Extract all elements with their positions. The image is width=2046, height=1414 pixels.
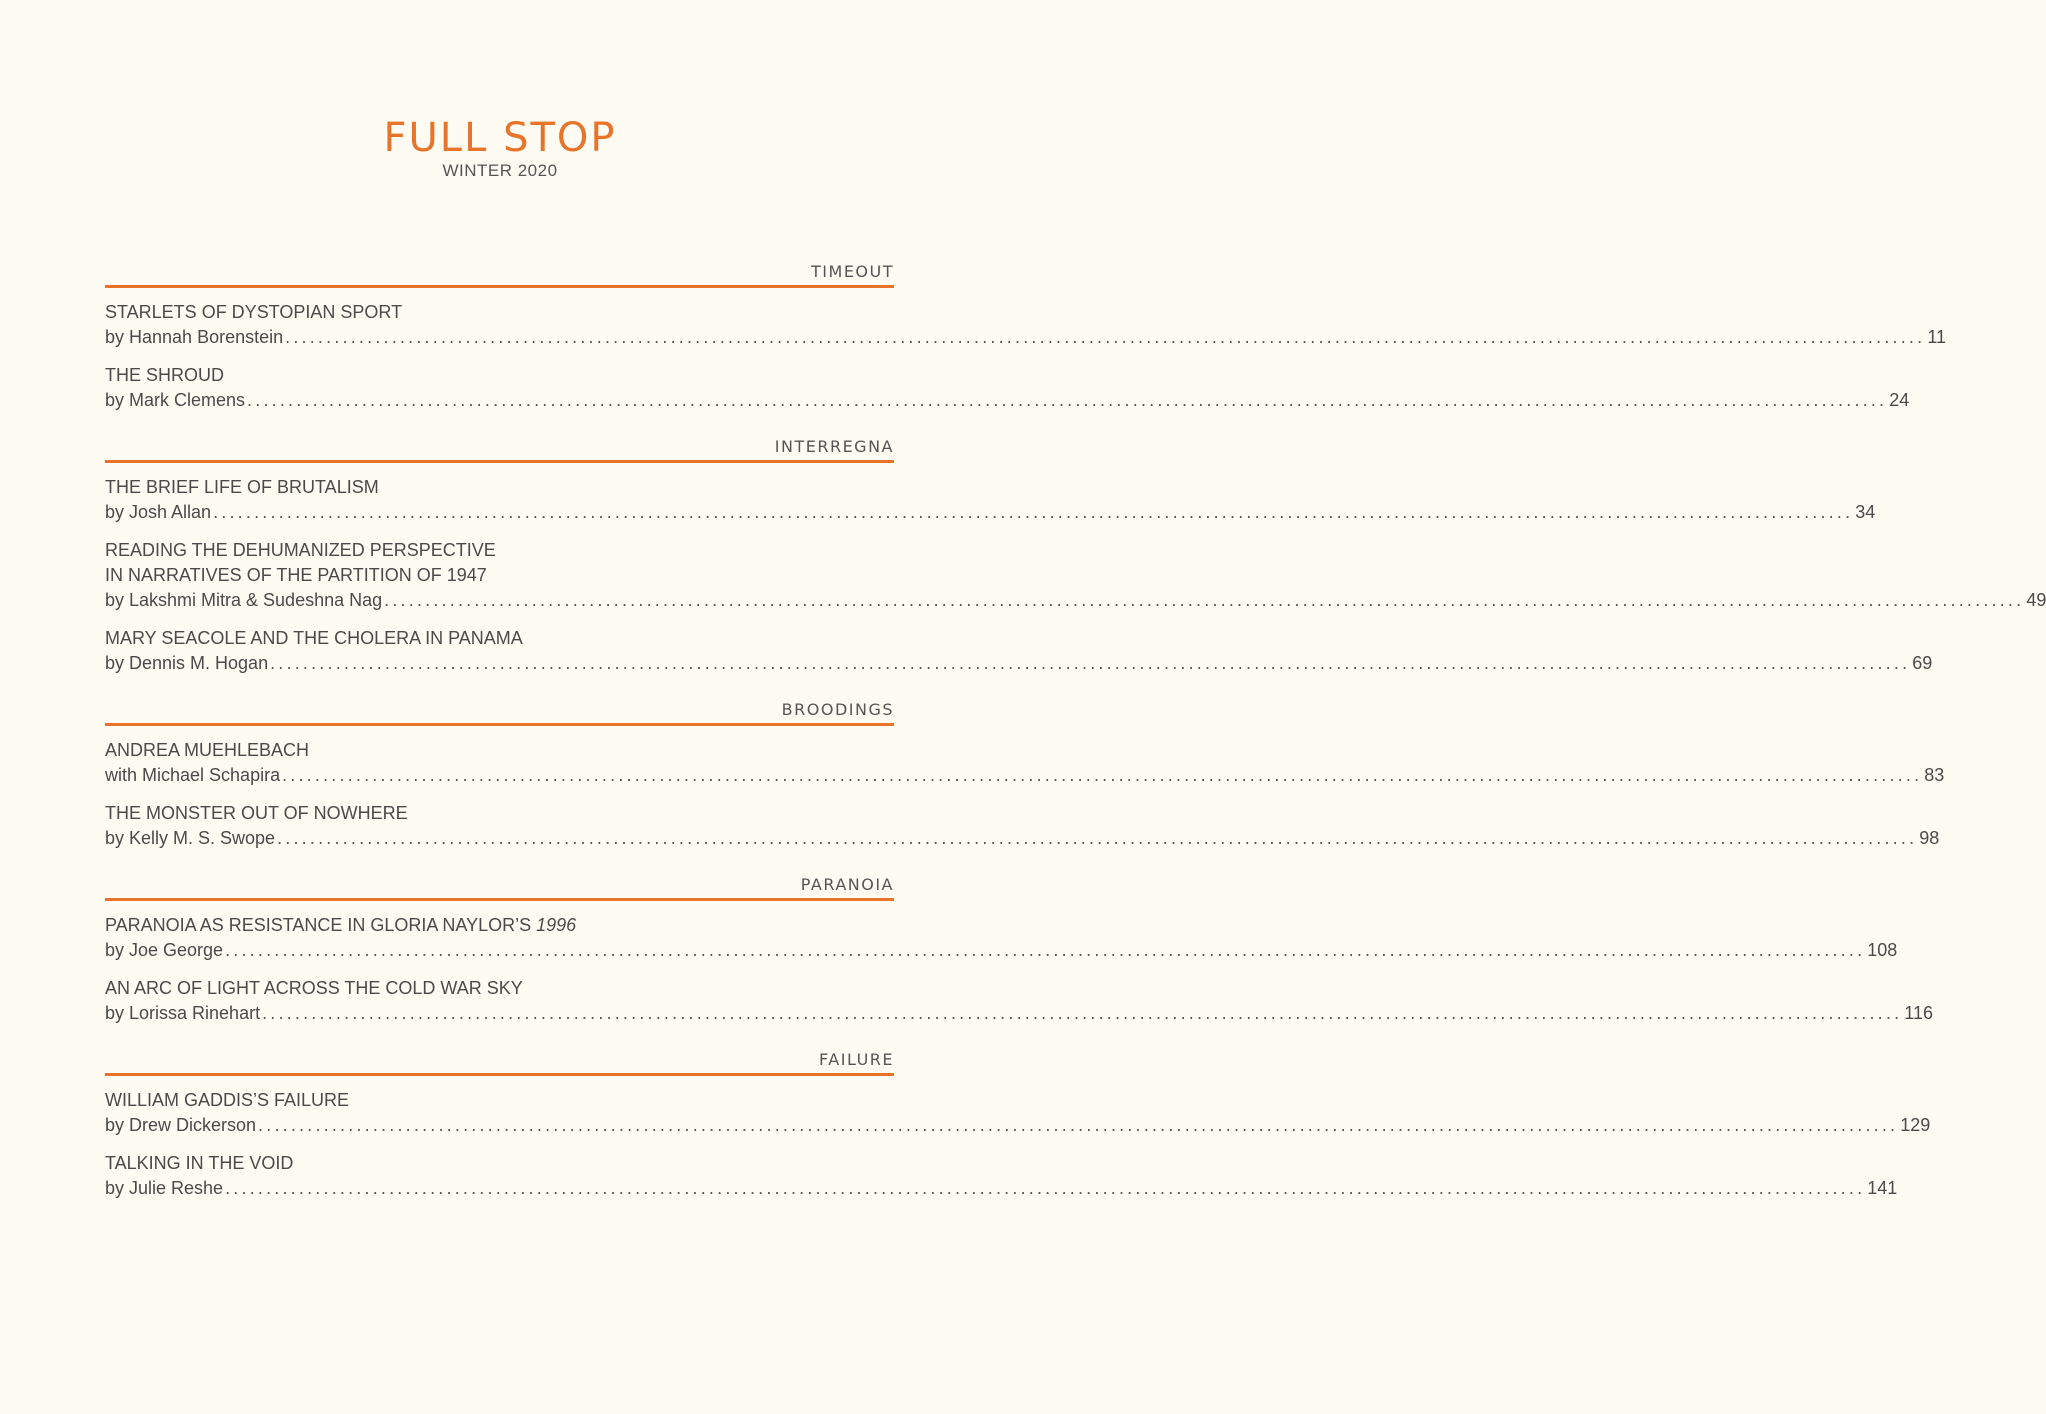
toc-entry[interactable] <box>105 1151 1898 1201</box>
entry-page: 98 <box>1919 828 1940 848</box>
entry-author: by Drew Dickerson <box>105 1115 257 1135</box>
entry-page: 34 <box>1855 502 1876 522</box>
entry-page: 129 <box>1900 1115 1931 1135</box>
leader-dots: ........................................................................................................................................................................................................ <box>270 653 1911 673</box>
leader-dots: ........................................................................................................................................................................................................ <box>258 1115 1899 1135</box>
entry-author: with Michael Schapira <box>105 765 281 785</box>
entry-author: by Lakshmi Mitra & Sudeshna Nag <box>105 590 383 610</box>
section-failure <box>105 1050 1931 1201</box>
entry-title: THE MONSTER OUT OF NOWHERE <box>105 803 408 823</box>
entry-title-text: PARANOIA AS RESISTANCE IN GLORIA NAYLOR’S <box>105 915 537 935</box>
toc-entry[interactable] <box>105 913 1898 963</box>
section-heading: TIMEOUT <box>105 262 894 288</box>
entry-title: READING THE DEHUMANIZED PERSPECTIVE <box>105 540 496 560</box>
section-heading: FAILURE <box>105 1050 894 1076</box>
toc-entry[interactable] <box>105 363 1910 413</box>
entry-author: by Dennis M. Hogan <box>105 653 269 673</box>
leader-dots: ........................................................................................................................................................................................................ <box>384 590 2025 610</box>
entry-title-italic: 1996 <box>536 915 577 935</box>
entry-page: 69 <box>1912 653 1933 673</box>
entry-title: WILLIAM GADDIS’S FAILURE <box>105 1090 350 1110</box>
section-heading: INTERREGNA <box>105 437 894 463</box>
section-heading: BROODINGS <box>105 700 894 726</box>
entry-page: 108 <box>1867 940 1898 960</box>
table-of-contents <box>105 262 2046 1225</box>
entry-author: by Kelly M. S. Swope <box>105 828 276 848</box>
entry-title: TALKING IN THE VOID <box>105 1153 294 1173</box>
entry-title-line-2: IN NARRATIVES OF THE PARTITION OF 1947 <box>105 565 487 585</box>
magazine-title: FULL STOP <box>383 115 617 161</box>
toc-entry[interactable] <box>105 475 1876 525</box>
leader-dots: ........................................................................................................................................................................................................ <box>285 327 1926 347</box>
section-broodings <box>105 700 1945 851</box>
section-interregna <box>105 437 2046 676</box>
entry-author: by Mark Clemens <box>105 390 246 410</box>
toc-entry[interactable] <box>105 300 1947 350</box>
toc-entry[interactable] <box>105 626 1933 676</box>
entry-page: 11 <box>1927 327 1947 347</box>
entry-title: MARY SEACOLE AND THE CHOLERA IN PANAMA <box>105 628 523 648</box>
entry-title: ANDREA MUEHLEBACH <box>105 740 310 760</box>
entry-page: 49 <box>2026 590 2046 610</box>
section-timeout <box>105 262 1947 413</box>
entry-title: THE BRIEF LIFE OF BRUTALISM <box>105 477 379 497</box>
section-paranoia <box>105 875 1933 1026</box>
leader-dots: ........................................................................................................................................................................................................ <box>282 765 1923 785</box>
section-heading: PARANOIA <box>105 875 894 901</box>
toc-entry[interactable] <box>105 976 1933 1026</box>
leader-dots: ........................................................................................................................................................................................................ <box>247 390 1888 410</box>
toc-entry[interactable] <box>105 738 1945 788</box>
entry-author: by Joe George <box>105 940 224 960</box>
leader-dots: ........................................................................................................................................................................................................ <box>277 828 1918 848</box>
masthead <box>0 116 1000 181</box>
entry-page: 24 <box>1889 390 1910 410</box>
entry-author: by Lorissa Rinehart <box>105 1003 261 1023</box>
leader-dots: ........................................................................................................................................................................................................ <box>213 502 1854 522</box>
issue-date: WINTER 2020 <box>442 161 558 180</box>
leader-dots: ........................................................................................................................................................................................................ <box>225 940 1866 960</box>
toc-entry[interactable] <box>105 1088 1931 1138</box>
toc-entry[interactable] <box>105 538 2046 613</box>
entry-page: 116 <box>1904 1003 1933 1023</box>
entry-author: by Julie Reshe <box>105 1178 224 1198</box>
entry-title: THE SHROUD <box>105 365 225 385</box>
entry-title <box>105 913 894 938</box>
entry-author: by Hannah Borenstein <box>105 327 284 347</box>
entry-author: by Josh Allan <box>105 502 212 522</box>
entry-page: 83 <box>1924 765 1945 785</box>
entry-title: STARLETS OF DYSTOPIAN SPORT <box>105 302 403 322</box>
entry-title: AN ARC OF LIGHT ACROSS THE COLD WAR SKY <box>105 978 523 998</box>
entry-page: 141 <box>1867 1178 1898 1198</box>
leader-dots: ........................................................................................................................................................................................................ <box>262 1003 1903 1023</box>
leader-dots: ........................................................................................................................................................................................................ <box>225 1178 1866 1198</box>
toc-entry[interactable] <box>105 801 1940 851</box>
